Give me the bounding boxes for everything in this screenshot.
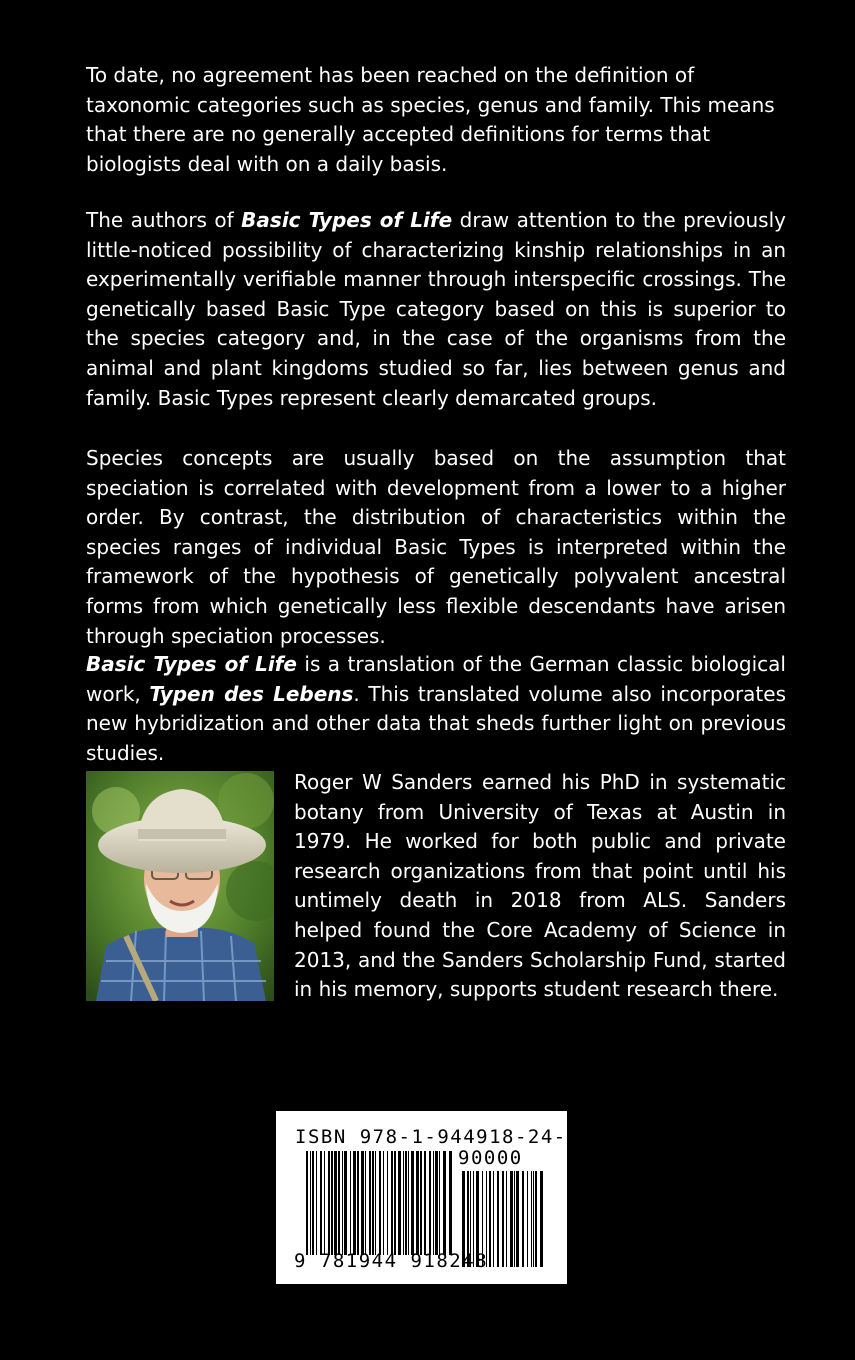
german-title-ref: Typen des Lebens	[149, 681, 354, 706]
p4-mid: is a translation of the German classic biological work,	[86, 652, 786, 706]
p2-before: The authors of	[86, 208, 242, 232]
paragraph-authors	[86, 206, 786, 413]
book-title-ref: Basic Types of Life	[86, 652, 297, 676]
book-title-ref: Basic Types of Life	[241, 208, 453, 232]
paragraph-intro: To date, no agreement has been reached on the definition of taxonomic categories such as species, genus and family. This means that there are no generally accepted definitions for terms that biologists deal with on a daily basis.	[86, 63, 775, 176]
p4-after: . This translated volume also incorporates new hybridization and other data that sheds further light on previous studies.	[86, 681, 786, 765]
paragraph-species-concepts: Species concepts are usually based on the assumption that speciation is correlated with development from a lower to a higher order. By contrast, the distribution of characteristics within the species ranges of individual Basic Types is interpreted within the framework of the hypothesis of genetically polyvalent ancestral forms from which genetically less flexible descendants have arisen through speciation processes.	[86, 446, 786, 648]
isbn-text: ISBN 978-1-944918-24-8	[295, 1126, 580, 1148]
isbn-barcode	[276, 1111, 580, 1284]
price-code: 90000	[458, 1147, 523, 1169]
author-bio: Roger W Sanders earned his PhD in systematic botany from University of Texas at Austin in 1979. He worked for both public and private research organizations from that point until his untimely death in 2018 from ALS. Sanders helped found the Core Academy of Science in 2013, and the Sanders Scholarship Fund, started in his memory, supports student research there.	[294, 770, 786, 1002]
ean-digits: 9 781944 918248	[294, 1250, 489, 1272]
paragraph-translation	[86, 650, 786, 768]
p2-after: draw attention to the previously little-noticed possibility of characterizing kinship relationships in an experimentally verifiable manner through interspecific crossings. The genetically based Basic Type category based on this is superior to the species category and, in the case of the organisms from the animal and plant kingdoms studied so far, lies between genus and family. Basic Types represent clearly demarcated groups.	[86, 208, 786, 410]
author-photo	[86, 771, 274, 1001]
